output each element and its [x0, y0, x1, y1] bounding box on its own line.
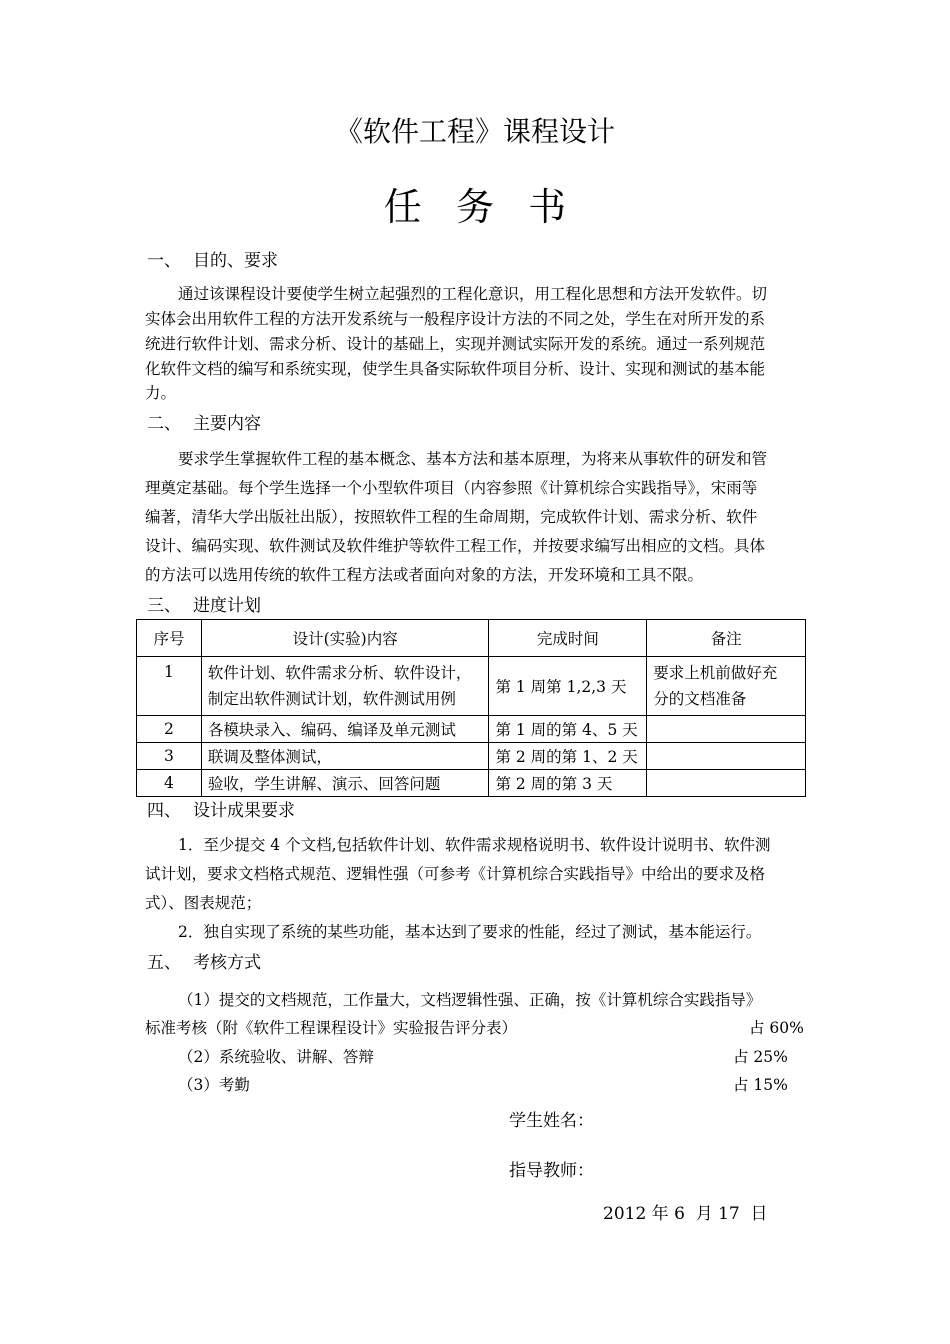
schedule-table — [136, 619, 806, 797]
page-title: 《软件工程》课程设计 — [334, 115, 615, 148]
table-row — [137, 657, 806, 716]
row-note — [647, 743, 806, 770]
section-title: 考核方式 — [193, 953, 261, 973]
paragraph-line: 力。 — [145, 384, 177, 402]
section-title: 目的、要求 — [193, 251, 278, 271]
row-time: 第 1 周的第 4、5 天 — [489, 716, 647, 743]
paragraph-line: 式）、图表规范； — [145, 894, 262, 912]
assessment-percent: 占 15% — [733, 1076, 788, 1094]
teacher-label: 指导教师： — [509, 1161, 594, 1181]
section-heading-2 — [147, 409, 261, 434]
section-number: 三、 — [147, 596, 181, 616]
header-cell: 设计(实验)内容 — [201, 620, 489, 657]
section-heading-4 — [147, 796, 295, 821]
row-note-line: 要求上机前做好充 — [653, 664, 778, 682]
header-cell: 备注 — [647, 620, 806, 657]
student-name-label: 学生姓名： — [509, 1111, 594, 1131]
row-number: 2 — [137, 716, 202, 743]
header-cell: 完成时间 — [489, 620, 647, 657]
section-title: 主要内容 — [193, 414, 261, 434]
paragraph-line: 的方法可以选用传统的软件工程方法或者面向对象的方法，开发环境和工具不限。 — [145, 566, 704, 584]
row-content: 联调及整体测试， — [201, 743, 489, 770]
section-number: 一、 — [147, 251, 181, 271]
assessment-item: （3）考勤 — [178, 1076, 250, 1094]
row-note — [647, 770, 806, 797]
section-number: 四、 — [147, 801, 181, 821]
assessment-item: 标准考核（附《软件工程课程设计》实验报告评分表） — [145, 1019, 518, 1037]
row-time: 第 1 周第 1,2,3 天 — [489, 657, 647, 716]
section-title: 设计成果要求 — [193, 801, 295, 821]
paragraph-line: 试计划，要求文档格式规范、逻辑性强（可参考《计算机综合实践指导》中给出的要求及格 — [145, 865, 766, 883]
header-cell: 序号 — [137, 620, 202, 657]
table-header-row — [137, 620, 806, 657]
paragraph-line: 实体会出用软件工程的方法开发系统与一般程序设计方法的不同之处，学生在对所开发的系 — [145, 310, 766, 328]
paragraph-line: 1．至少提交 4 个文档,包括软件计划、软件需求规格说明书、软件设计说明书、软件测 — [178, 836, 771, 854]
row-content: 验收，学生讲解、演示、回答问题 — [201, 770, 489, 797]
page-subtitle: 任务书 — [383, 185, 601, 229]
row-time: 第 2 周的第 3 天 — [489, 770, 647, 797]
paragraph-line: 2．独自实现了系统的某些功能，基本达到了要求的性能，经过了测试，基本能运行。 — [178, 923, 762, 941]
row-content: 各模块录入、编码、编译及单元测试 — [201, 716, 489, 743]
paragraph-line: 统进行软件计划、需求分析、设计的基础上，实现并测试实际开发的系统。通过一系列规范 — [145, 335, 766, 353]
section-heading-5 — [147, 948, 261, 973]
assessment-item: （1）提交的文档规范，工作量大，文档逻辑性强、正确，按《计算机综合实践指导》 — [178, 991, 762, 1009]
row-content-line: 制定出软件测试计划，软件测试用例 — [207, 690, 456, 708]
assessment-item: （2）系统验收、讲解、答辩 — [178, 1048, 374, 1066]
row-number: 3 — [137, 743, 202, 770]
section-heading-1 — [147, 246, 278, 271]
section-title: 进度计划 — [193, 596, 261, 616]
section-heading-3 — [147, 591, 261, 616]
paragraph-line: 理奠定基础。每个学生选择一个小型软件项目（内容参照《计算机综合实践指导》，宋雨等 — [145, 479, 758, 497]
date-text: 2012 年 6 月 17 日 — [603, 1204, 768, 1224]
paragraph-line: 化软件文档的编写和系统实现，使学生具备实际软件项目分析、设计、实现和测试的基本能 — [145, 360, 766, 378]
table-row — [137, 716, 806, 743]
row-number: 4 — [137, 770, 202, 797]
paragraph-line: 要求学生掌握软件工程的基本概念、基本方法和基本原理，为将来从事软件的研发和管 — [178, 450, 768, 468]
assessment-percent: 占 25% — [733, 1048, 788, 1066]
table-row — [137, 770, 806, 797]
row-content-line: 软件计划、软件需求分析、软件设计， — [207, 664, 472, 682]
row-time: 第 2 周的第 1、2 天 — [489, 743, 647, 770]
assessment-percent: 占 60% — [749, 1019, 804, 1037]
paragraph-line: 通过该课程设计要使学生树立起强烈的工程化意识，用工程化思想和方法开发软件。切 — [178, 285, 768, 303]
row-note-line: 分的文档准备 — [653, 690, 747, 708]
paragraph-line: 设计、编码实现、软件测试及软件维护等软件工程工作，并按要求编写出相应的文档。具体 — [145, 537, 766, 555]
section-number: 五、 — [147, 953, 181, 973]
section-number: 二、 — [147, 414, 181, 434]
row-note — [647, 716, 806, 743]
row-number: 1 — [137, 657, 202, 716]
table-row — [137, 743, 806, 770]
paragraph-line: 编著，清华大学出版社出版），按照软件工程的生命周期，完成软件计划、需求分析、软件 — [145, 508, 758, 526]
row-note — [647, 657, 806, 716]
row-content — [201, 657, 489, 716]
